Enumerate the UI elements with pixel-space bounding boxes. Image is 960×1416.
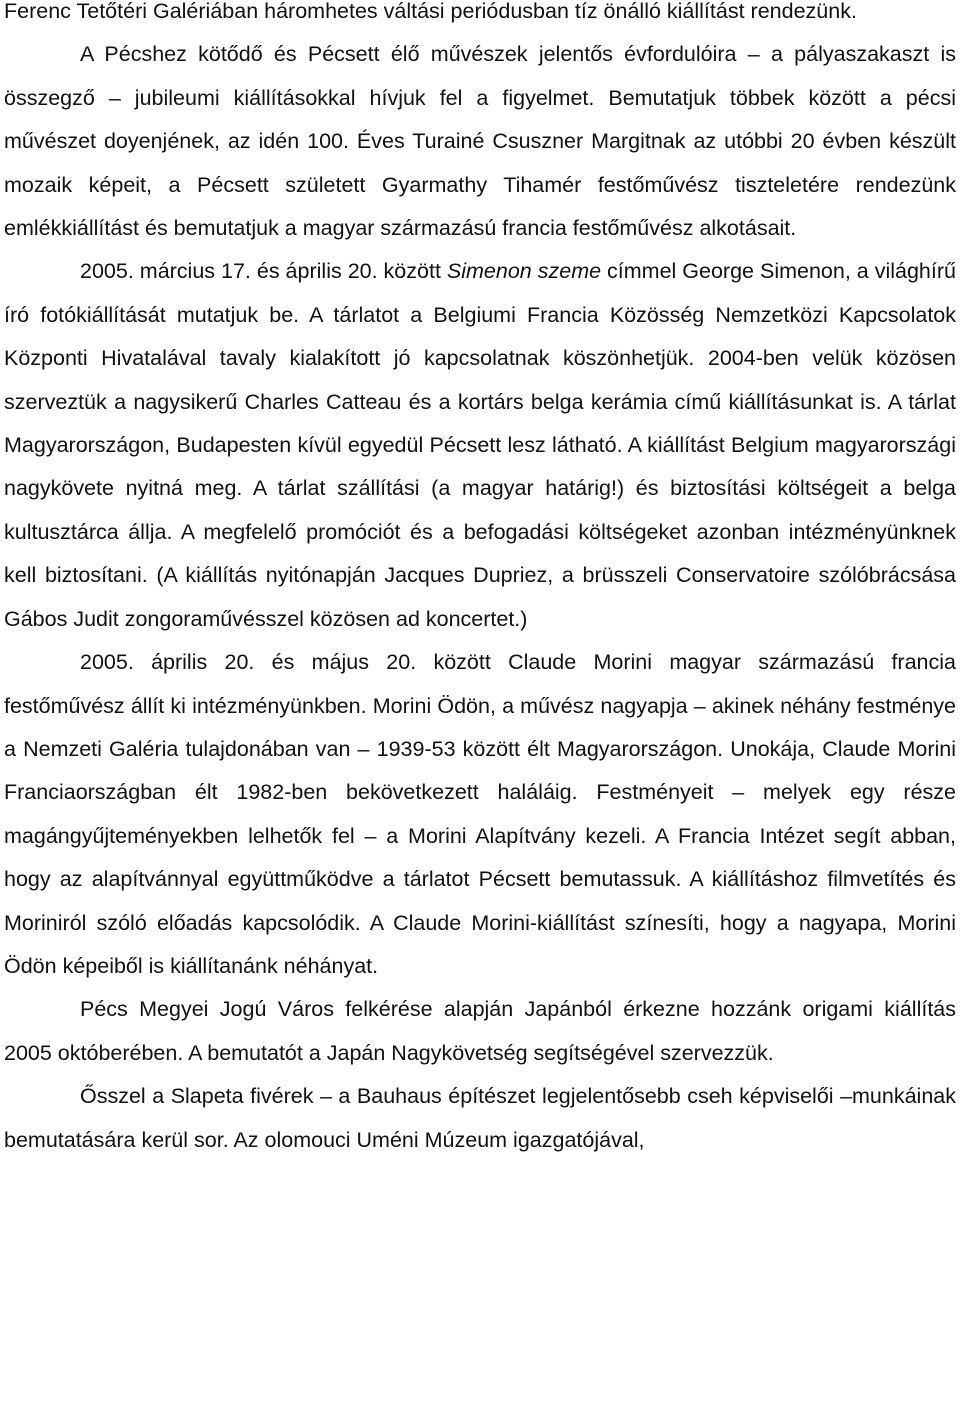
paragraph-2: A Pécshez kötődő és Pécsett élő művészek jelentős évfordulóira – a pályaszakaszt is összegző – jubileumi kiállításokkal hívjuk fel a figyelmet. Bemutatjuk többek között a pécsi művészet doyenjének, az idén 100. Éves Turainé Csuszner Margitnak az utóbbi 20 évben készült mozaik képeit, a Pécsett született Gyarmathy Tihamér festőművész tiszteletére rendezünk emlékkiállítást és bemutatjuk a magyar származású francia festőművész alkotásait. [4, 42, 956, 241]
exhibition-title: Simenon szeme [446, 259, 602, 284]
paragraph-1: Ferenc Tetőtéri Galériában háromhetes váltási periódusban tíz önálló kiállítást rendezünk. [4, 0, 857, 23]
paragraph-5: Pécs Megyei Jogú Város felkérése alapján Japánból érkezne hozzánk origami kiállítás 2005 októberében. A bemutatót a Japán Nagykövetség segítségével szervezzük. [4, 997, 956, 1065]
paragraph-4: 2005. április 20. és május 20. között Claude Morini magyar származású francia festőművész állít ki intézményünkben. Morini Ödön, a művész nagyapja – akinek néhány festménye a Nemzeti Galéria tulajdonában van – 1939-53 között élt Magyarországon. Unokája, Claude Morini Franciaországban élt 1982-ben bekövetkezett haláláig. Festményeit – melyek egy része magángyűjteményekben lelhetők fel – a Morini Alapítvány kezeli. A Francia Intézet segít abban, hogy az alapítvánnyal együttműködve a tárlatot Pécsett bemutassuk. A kiállításhoz filmvetítés és Moriniról szóló előadás kapcsolódik. A Claude Morini-kiállítást színesíti, hogy a nagyapa, Morini Ödön képeiből is kiállítanánk néhányat. [4, 650, 956, 978]
paragraph-3 [4, 250, 956, 641]
paragraph-6: Ősszel a Slapeta fivérek – a Bauhaus építészet legjelentősebb cseh képviselői –munkáinak bemutatására kerül sor. Az olomouci Uméni Múzeum igazgatójával, [4, 1084, 956, 1152]
paragraph-3-body: címmel George Simenon, a világhírű író fotókiállítását mutatjuk be. A tárlatot a Belgiumi Francia Közösség Nemzetközi Kapcsolatok Központi Hivatalával tavaly kialakított jó kapcsolatnak köszönhetjük. 2004-ben velük közösen szerveztük a nagysikerű Charles Catteau és a kortárs belga kerámia című kiállításunkat is. A tárlat Magyarországon, Budapesten kívül egyedül Pécsett lesz látható. A kiállítást Belgium magyarországi nagykövete nyitná meg. A tárlat szállítási (a magyar határig!) és biztosítási költségeit a belga kultusztárca állja. A megfelelő promóciót és a befogadási költségeket azonban intézményünknek kell biztosítani. (A kiállítás nyitónapján Jacques Dupriez, a brüsszeli Conservatoire szólóbrácsása Gábos Judit zongoraművésszel közösen ad koncertet.) [4, 259, 956, 631]
document-page [4, 0, 956, 1162]
paragraph-3-lead: 2005. március 17. és április 20. között [80, 259, 447, 284]
